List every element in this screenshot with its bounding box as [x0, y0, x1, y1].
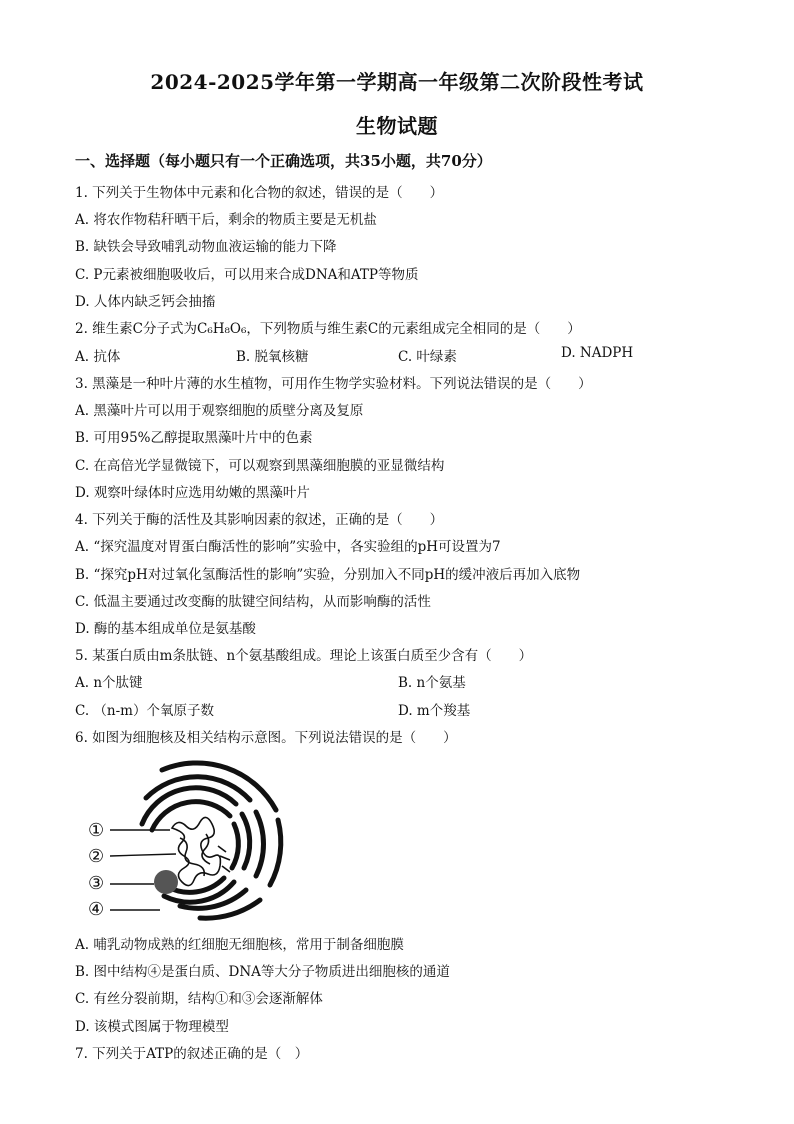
nucleus-diagram-svg: [80, 750, 300, 925]
question-2-option-a: A. 抗体: [75, 349, 121, 365]
question-3-option-b: B. 可用95%乙醇提取黑藻叶片中的色素: [75, 430, 313, 446]
question-3-stem: 3. 黑藻是一种叶片薄的水生植物，可用作生物学实验材料。下列说法错误的是（ ）: [75, 376, 592, 392]
ring2-arc-2: [256, 812, 264, 876]
question-7-stem: 7. 下列关于ATP的叙述正确的是（ ）: [75, 1046, 309, 1062]
question-5-option-d: D. m个羧基: [398, 703, 471, 719]
question-2-option-b: B. 脱氧核糖: [236, 349, 309, 365]
question-5-option-a: A. n个肽键: [75, 675, 143, 691]
figure-label-2: ②: [88, 846, 105, 867]
figure-label-1: ①: [88, 820, 105, 841]
figure-label-4: ④: [88, 899, 105, 920]
question-1-option-d: D. 人体内缺乏钙会抽搐: [75, 294, 216, 310]
question-2-stem: 2. 维生素C分子式为C₆H₈O₆，下列物质与维生素C的元素组成完全相同的是（ ）: [75, 321, 581, 337]
question-6-option-d: D. 该模式图属于物理模型: [75, 1019, 229, 1035]
question-6-option-a: A. 哺乳动物成熟的红细胞无细胞核，常用于制备细胞膜: [75, 937, 404, 953]
question-4-option-a: A. “探究温度对胃蛋白酶活性的影响”实验中，各实验组的pH可设置为7: [75, 539, 501, 555]
nucleus-diagram: [80, 750, 300, 925]
question-6-option-b: B. 图中结构④是蛋白质、DNA等大分子物质进出细胞核的通道: [75, 964, 450, 980]
question-1-option-c: C. P元素被细胞吸收后，可以用来合成DNA和ATP等物质: [75, 267, 419, 283]
question-4-stem: 4. 下列关于酶的活性及其影响因素的叙述，正确的是（ ）: [75, 512, 444, 528]
figure-label-3: ③: [88, 873, 105, 894]
question-3-option-c: C. 在高倍光学显微镜下，可以观察到黑藻细胞膜的亚显微结构: [75, 458, 445, 474]
question-1-option-a: A. 将农作物秸秆晒干后，剩余的物质主要是无机盐: [75, 212, 377, 228]
section-heading: 一、选择题（每小题只有一个正确选项，共35小题，共70分）: [75, 152, 492, 170]
exam-title: 2024-2025学年第一学期高一年级第二次阶段性考试: [150, 70, 644, 94]
question-6-stem: 6. 如图为细胞核及相关结构示意图。下列说法错误的是（ ）: [75, 730, 457, 746]
question-4-option-d: D. 酶的基本组成单位是氨基酸: [75, 621, 256, 637]
envelope-inner-2: [232, 824, 238, 868]
question-6-option-c: C. 有丝分裂前期，结构①和③会逐渐解体: [75, 991, 323, 1007]
question-1-option-b: B. 缺铁会导致哺乳动物血液运输的能力下降: [75, 239, 337, 255]
subject-title: 生物试题: [356, 114, 438, 138]
question-4-option-b: B. “探究pH对过氧化氢酶活性的影响”实验，分别加入不同pH的缓冲液后再加入底物: [75, 567, 581, 583]
question-3-option-a: A. 黑藻叶片可以用于观察细胞的质壁分离及复原: [75, 403, 364, 419]
chromatin: [172, 817, 220, 885]
envelope-inner-1: [152, 802, 230, 830]
leader-line-2: [110, 854, 176, 856]
nucleolus: [154, 870, 178, 894]
question-1-stem: 1. 下列关于生物体中元素和化合物的叙述，错误的是（ ）: [75, 185, 444, 201]
envelope-outer-2: [242, 814, 250, 868]
question-5-option-b: B. n个氨基: [398, 675, 466, 691]
outer-arc-2: [270, 820, 281, 885]
question-5-stem: 5. 某蛋白质由m条肽链、n个氨基酸组成。理论上该蛋白质至少含有（ ）: [75, 648, 533, 664]
question-3-option-d: D. 观察叶绿体时应选用幼嫩的黑藻叶片: [75, 485, 310, 501]
question-2-option-d: D. NADPH: [561, 345, 634, 361]
question-4-option-c: C. 低温主要通过改变酶的肽键空间结构，从而影响酶的活性: [75, 594, 431, 610]
question-5-option-c: C. （n-m）个氧原子数: [75, 703, 214, 719]
question-2-option-c: C. 叶绿素: [398, 349, 457, 365]
